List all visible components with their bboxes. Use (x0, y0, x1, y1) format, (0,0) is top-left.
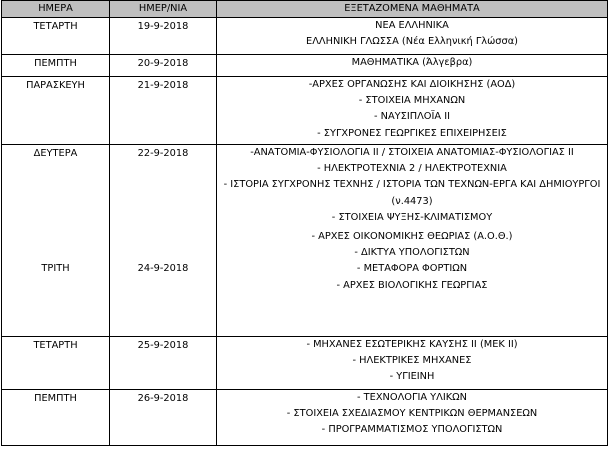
subjects-cell (217, 18, 608, 55)
date-cell (110, 18, 217, 55)
date-cell (110, 390, 217, 446)
subject-item: ΝΕΑ ΕΛΛΗΝΙΚΑ (375, 20, 449, 31)
exam-schedule-table (1, 0, 608, 446)
subject-item: - ΑΡΧΕΣ ΒΙΟΛΟΓΙΚΗΣ ΓΕΩΡΓΙΑΣ (336, 279, 488, 291)
day-label: ΤΕΤΑΡΤΗ (33, 21, 78, 32)
date-label: 25-9-2018 (137, 340, 189, 351)
subject-item: -ΑΡΧΕΣ ΟΡΓΑΝΩΣΗΣ ΚΑΙ ΔΙΟΙΚΗΣΗΣ (ΑΟΔ) (308, 79, 516, 90)
subject-item: - ΑΡΧΕΣ ΟΙΚΟΝΟΜΙΚΗΣ ΘΕΩΡΙΑΣ (Α.Ο.Θ.) (311, 231, 513, 243)
table-row (2, 145, 608, 337)
day-cell (2, 18, 110, 55)
day-cell (2, 145, 110, 337)
day-cell (2, 55, 110, 77)
day-label: ΠΕΜΠΤΗ (34, 58, 77, 69)
header-row (2, 1, 608, 18)
day-label: ΠΑΡΑΣΚΕΥΗ (26, 80, 85, 91)
day-cell (2, 77, 110, 145)
date-label: 20-9-2018 (137, 58, 189, 69)
subject-item: - ΠΡΟΓΡΑΜΜΑΤΙΣΜΟΣ ΥΠΟΛΟΓΙΣΤΩΝ (321, 424, 503, 436)
day-label: ΤΡΙΤΗ (41, 263, 70, 274)
subject-item: - ΣΥΓΧΡΟΝΕΣ ΓΕΩΡΓΙΚΕΣ ΕΠΙΧΕΙΡΗΣΕΙΣ (317, 127, 507, 139)
subject-item: - ΙΣΤΟΡΙΑ ΣΥΓΧΡΟΝΗΣ ΤΕΧΝΗΣ / ΙΣΤΟΡΙΑ ΤΩΝ ΤΕΧΝΩΝ-ΕΡΓΑ ΚΑΙ ΔΗΜΙΟΥΡΓΟΙ (ν.4473) (223, 179, 601, 207)
table-row (2, 77, 608, 145)
subject-item: - ΗΛΕΚΤΡΙΚΕΣ ΜΗΧΑΝΕΣ (352, 355, 472, 367)
header-subjects: ΕΞΕΤΑΖΟΜΕΝΑ ΜΑΘΗΜΑΤΑ (217, 1, 608, 18)
subject-item: - ΝΑΥΣΙΠΛΟΪΑ ΙΙ (373, 111, 450, 123)
subject-item: - ΜΕΤΑΦΟΡΑ ΦΟΡΤΙΩΝ (356, 263, 468, 275)
date-label: 24-9-2018 (137, 263, 189, 274)
header-day: ΗΜΕΡΑ (2, 1, 110, 18)
subjects-cell (217, 77, 608, 145)
header-date: ΗΜΕΡ/ΝΙΑ (110, 1, 217, 18)
subjects-cell (217, 390, 608, 446)
date-label: 22-9-2018 (137, 148, 189, 159)
day-cell (2, 390, 110, 446)
date-cell (110, 145, 217, 337)
day-label: ΔΕΥΤΕΡΑ (33, 148, 78, 159)
subject-item: - ΣΤΟΙΧΕΙΑ ΣΧΕΔΙΑΣΜΟΥ ΚΕΝΤΡΙΚΩΝ ΘΕΡΜΑΝΣΕΩΝ (286, 408, 538, 420)
date-cell (110, 55, 217, 77)
date-label: 26-9-2018 (137, 393, 189, 404)
subject-item: - ΜΗΧΑΝΕΣ ΕΣΩΤΕΡΙΚΗΣ ΚΑΥΣΗΣ ΙΙ (ΜΕΚ ΙΙ) (306, 339, 518, 350)
subject-item: -ΑΝΑΤΟΜΙΑ-ΦΥΣΙΟΛΟΓΙΑ ΙΙ / ΣΤΟΙΧΕΙΑ ΑΝΑΤΟΜΙΑΣ-ΦΥΣΙΟΛΟΓΙΑΣ ΙΙ (250, 147, 574, 158)
day-label: ΠΕΜΠΤΗ (34, 393, 77, 404)
subject-item: ΜΑΘΗΜΑΤΙΚΑ (Άλγεβρα) (351, 57, 473, 68)
subject-item: - ΗΛΕΚΤΡΟΤΕΧΝΙΑ 2 / ΗΛΕΚΤΡΟΤΕΧΝΙΑ (317, 163, 507, 175)
subject-item: ΕΛΛΗΝΙΚΗ ΓΛΩΣΣΑ (Νέα Ελληνική Γλώσσα) (306, 36, 518, 48)
subject-item: - ΥΓΙΕΙΝΗ (389, 371, 435, 383)
subject-item: - ΣΤΟΙΧΕΙΑ ΨΥΞΗΣ-ΚΛΙΜΑΤΙΣΜΟΥ (331, 211, 493, 223)
day-cell (2, 337, 110, 390)
table-row (2, 55, 608, 77)
date-cell (110, 77, 217, 145)
subject-item: - ΔΙΚΤΥΑ ΥΠΟΛΟΓΙΣΤΩΝ (354, 247, 470, 259)
subject-item: - ΣΤΟΙΧΕΙΑ ΜΗΧΑΝΩΝ (358, 95, 466, 107)
subjects-cell (217, 55, 608, 77)
table-row (2, 390, 608, 446)
day-label: ΤΕΤΑΡΤΗ (33, 340, 78, 351)
subject-item: - ΤΕΧΝΟΛΟΓΙΑ ΥΛΙΚΩΝ (357, 392, 467, 403)
table-row (2, 18, 608, 55)
date-label: 21-9-2018 (137, 80, 189, 91)
table-row (2, 337, 608, 390)
date-label: 19-9-2018 (137, 21, 189, 32)
subjects-cell (217, 145, 608, 337)
subjects-cell (217, 337, 608, 390)
date-cell (110, 337, 217, 390)
